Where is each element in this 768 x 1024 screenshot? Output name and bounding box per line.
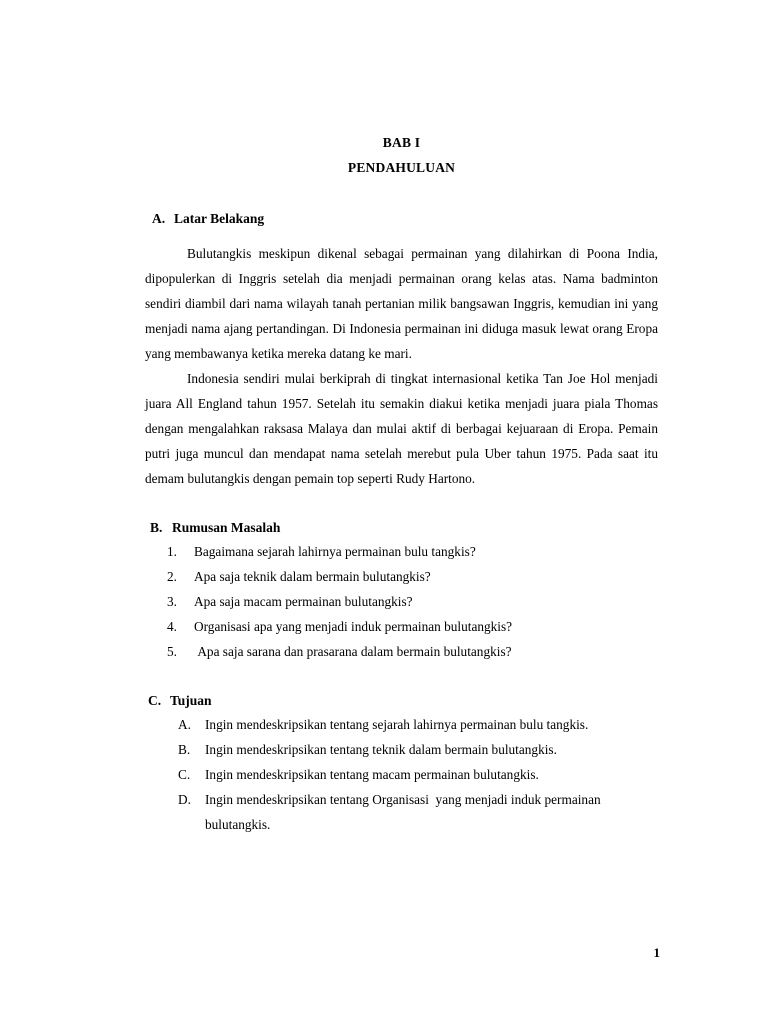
list-item-marker: D. [178, 792, 191, 807]
section-marker: B. [150, 520, 163, 535]
list-item-marker: 5. [167, 644, 177, 659]
list-item-marker: 3. [167, 594, 177, 609]
section-title: Rumusan Masalah [172, 520, 281, 535]
list-item-text: Apa saja macam permainan bulutangkis? [194, 594, 413, 609]
list-item [167, 539, 658, 564]
list-item-text: Ingin mendeskripsikan tentang Organisasi yang menjadi induk permainan bulutangkis. [205, 792, 604, 832]
section-title: Latar Belakang [174, 211, 265, 226]
list-item [167, 614, 658, 639]
list-item-text: Ingin mendeskripsikan tentang macam permainan bulutangkis. [205, 767, 539, 782]
spacer [145, 230, 658, 241]
list-item-marker: 1. [167, 544, 177, 559]
list-item [178, 737, 658, 762]
section-tujuan [145, 690, 658, 837]
spacer [145, 664, 658, 690]
list-item [167, 639, 658, 664]
list-item-marker: 4. [167, 619, 177, 634]
list-item-text: Apa saja teknik dalam bermain bulutangkis? [194, 569, 431, 584]
rumusan-masalah-list [145, 539, 658, 664]
list-item-text: Apa saja sarana dan prasarana dalam bermain bulutangkis? [194, 644, 512, 659]
list-item-marker: B. [178, 742, 191, 757]
paragraph-latar-belakang-2: Indonesia sendiri mulai berkiprah di tingkat internasional ketika Tan Joe Hol menjadi juara All England tahun 1957. Setelah itu semakin diakui ketika menjadi juara piala Thomas dengan mengalahkan raksasa Malaya dan mulai aktif di berbagai kejuaraan di Eropa. Pemain putri juga muncul dan mendapat nama setelah merebut pula Uber tahun 1975. Pada saat itu demam bulutangkis dengan pemain top seperti Rudy Hartono. [145, 371, 658, 486]
section-heading-latar-belakang [145, 208, 658, 230]
section-latar-belakang [145, 208, 658, 491]
section-marker: C. [148, 693, 162, 708]
list-item-marker: 2. [167, 569, 177, 584]
list-item [167, 589, 658, 614]
list-item-text: Ingin mendeskripsikan tentang teknik dalam bermain bulutangkis. [205, 742, 557, 757]
list-item-text: Ingin mendeskripsikan tentang sejarah lahirnya permainan bulu tangkis. [205, 717, 589, 732]
list-item-marker: C. [178, 767, 191, 782]
spacer [145, 491, 658, 517]
list-item-text: Organisasi apa yang menjadi induk permainan bulutangkis? [194, 619, 513, 634]
list-item [178, 762, 658, 787]
list-item [167, 564, 658, 589]
section-rumusan-masalah [145, 517, 658, 664]
list-item-marker: A. [178, 717, 191, 732]
spacer [145, 180, 658, 208]
paragraph-latar-belakang-1: Bulutangkis meskipun dikenal sebagai permainan yang dilahirkan di Poona India, dipopulerkan di Inggris setelah dia menjadi permainan orang kelas atas. Nama badminton sendiri diambil dari nama wilayah tanah pertanian milik bangsawan Inggris, kemudian ini yang menjadi nama ajang pertandingan. Di Indonesia permainan ini diduga masuk lewat orang Eropa yang membawanya ketika mereka datang ke mari. [145, 246, 658, 361]
tujuan-list [145, 712, 658, 837]
list-item [178, 787, 658, 837]
chapter-label: BAB I [382, 135, 421, 150]
document-content [145, 130, 658, 837]
list-item [178, 712, 658, 737]
section-title: Tujuan [170, 693, 212, 708]
page-number: 1 [653, 945, 660, 960]
section-heading-rumusan-masalah [145, 517, 658, 539]
chapter-title-text: PENDAHULUAN [347, 160, 456, 175]
section-marker: A. [152, 211, 166, 226]
list-item-text: Bagaimana sejarah lahirnya permainan bulu tangkis? [194, 544, 476, 559]
section-heading-tujuan [145, 690, 658, 712]
chapter-heading [145, 130, 658, 180]
